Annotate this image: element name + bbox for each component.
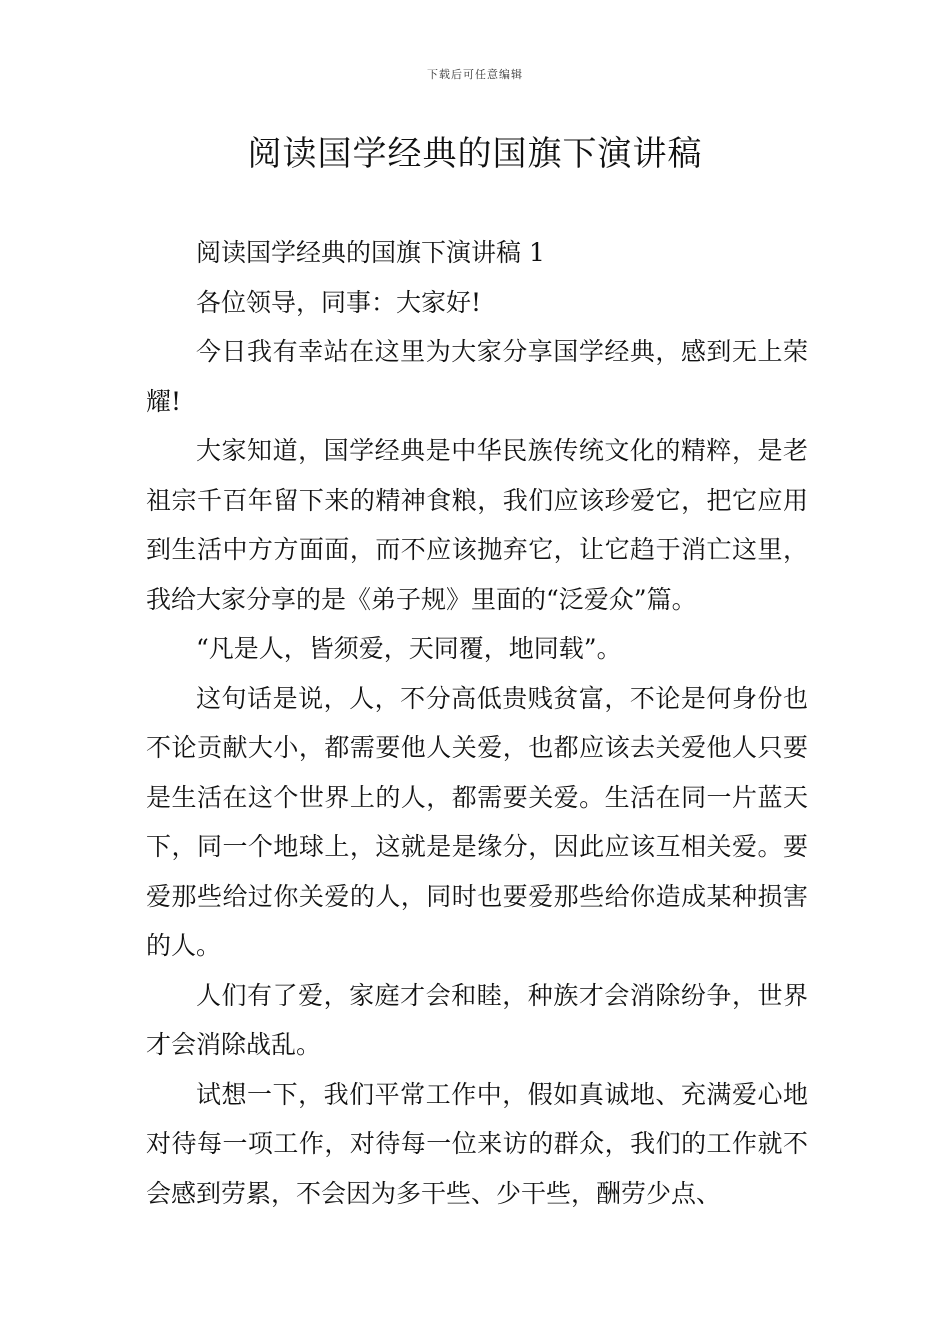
paragraph-quote: “凡是人，皆须爱，天同覆，地同载”。 <box>196 634 622 663</box>
document-title: 阅读国学经典的国旗下演讲稿 <box>247 134 703 174</box>
paragraph: 今日我有幸站在这里为大家分享国学经典，感到无上荣耀! <box>146 337 808 416</box>
paragraph: 人们有了爱，家庭才会和睦，种族才会消除纷争，世界才会消除战乱。 <box>146 980 808 1059</box>
paragraph-greeting: 各位领导，同事：大家好! <box>196 287 482 317</box>
paragraph: 试想一下，我们平常工作中，假如真诚地、充满爱心地对待每一项工作，对待每一位来访的群众，我们的工作就不会感到劳累，不会因为多干些、少干些，酬劳少点、 <box>146 1079 808 1208</box>
paragraph: 这句话是说，人，不分高低贵贱贫富，不论是何身份也不论贡献大小，都需要他人关爱，也都应该去关爱他人只要是生活在这个世界上的人，都需要关爱。生活在同一片蓝天下，同一个地球上，这就是是缘分，因此应该互相关爱。要爱那些给过你关爱的人，同时也要爱那些给你造成某种损害的人。 <box>146 683 808 960</box>
document-body <box>146 228 808 1218</box>
paragraph-subtitle: 阅读国学经典的国旗下演讲稿 1 <box>196 238 545 267</box>
header-note: 下载后可任意编辑 <box>427 68 523 81</box>
paragraph: 大家知道，国学经典是中华民族传统文化的精粹，是老祖宗千百年留下来的精神食粮，我们应该珍爱它，把它应用到生活中方方面面，而不应该抛弃它，让它趋于消亡这里，我给大家分享的是《弟子规》里面的“泛爱众”篇。 <box>146 436 808 614</box>
